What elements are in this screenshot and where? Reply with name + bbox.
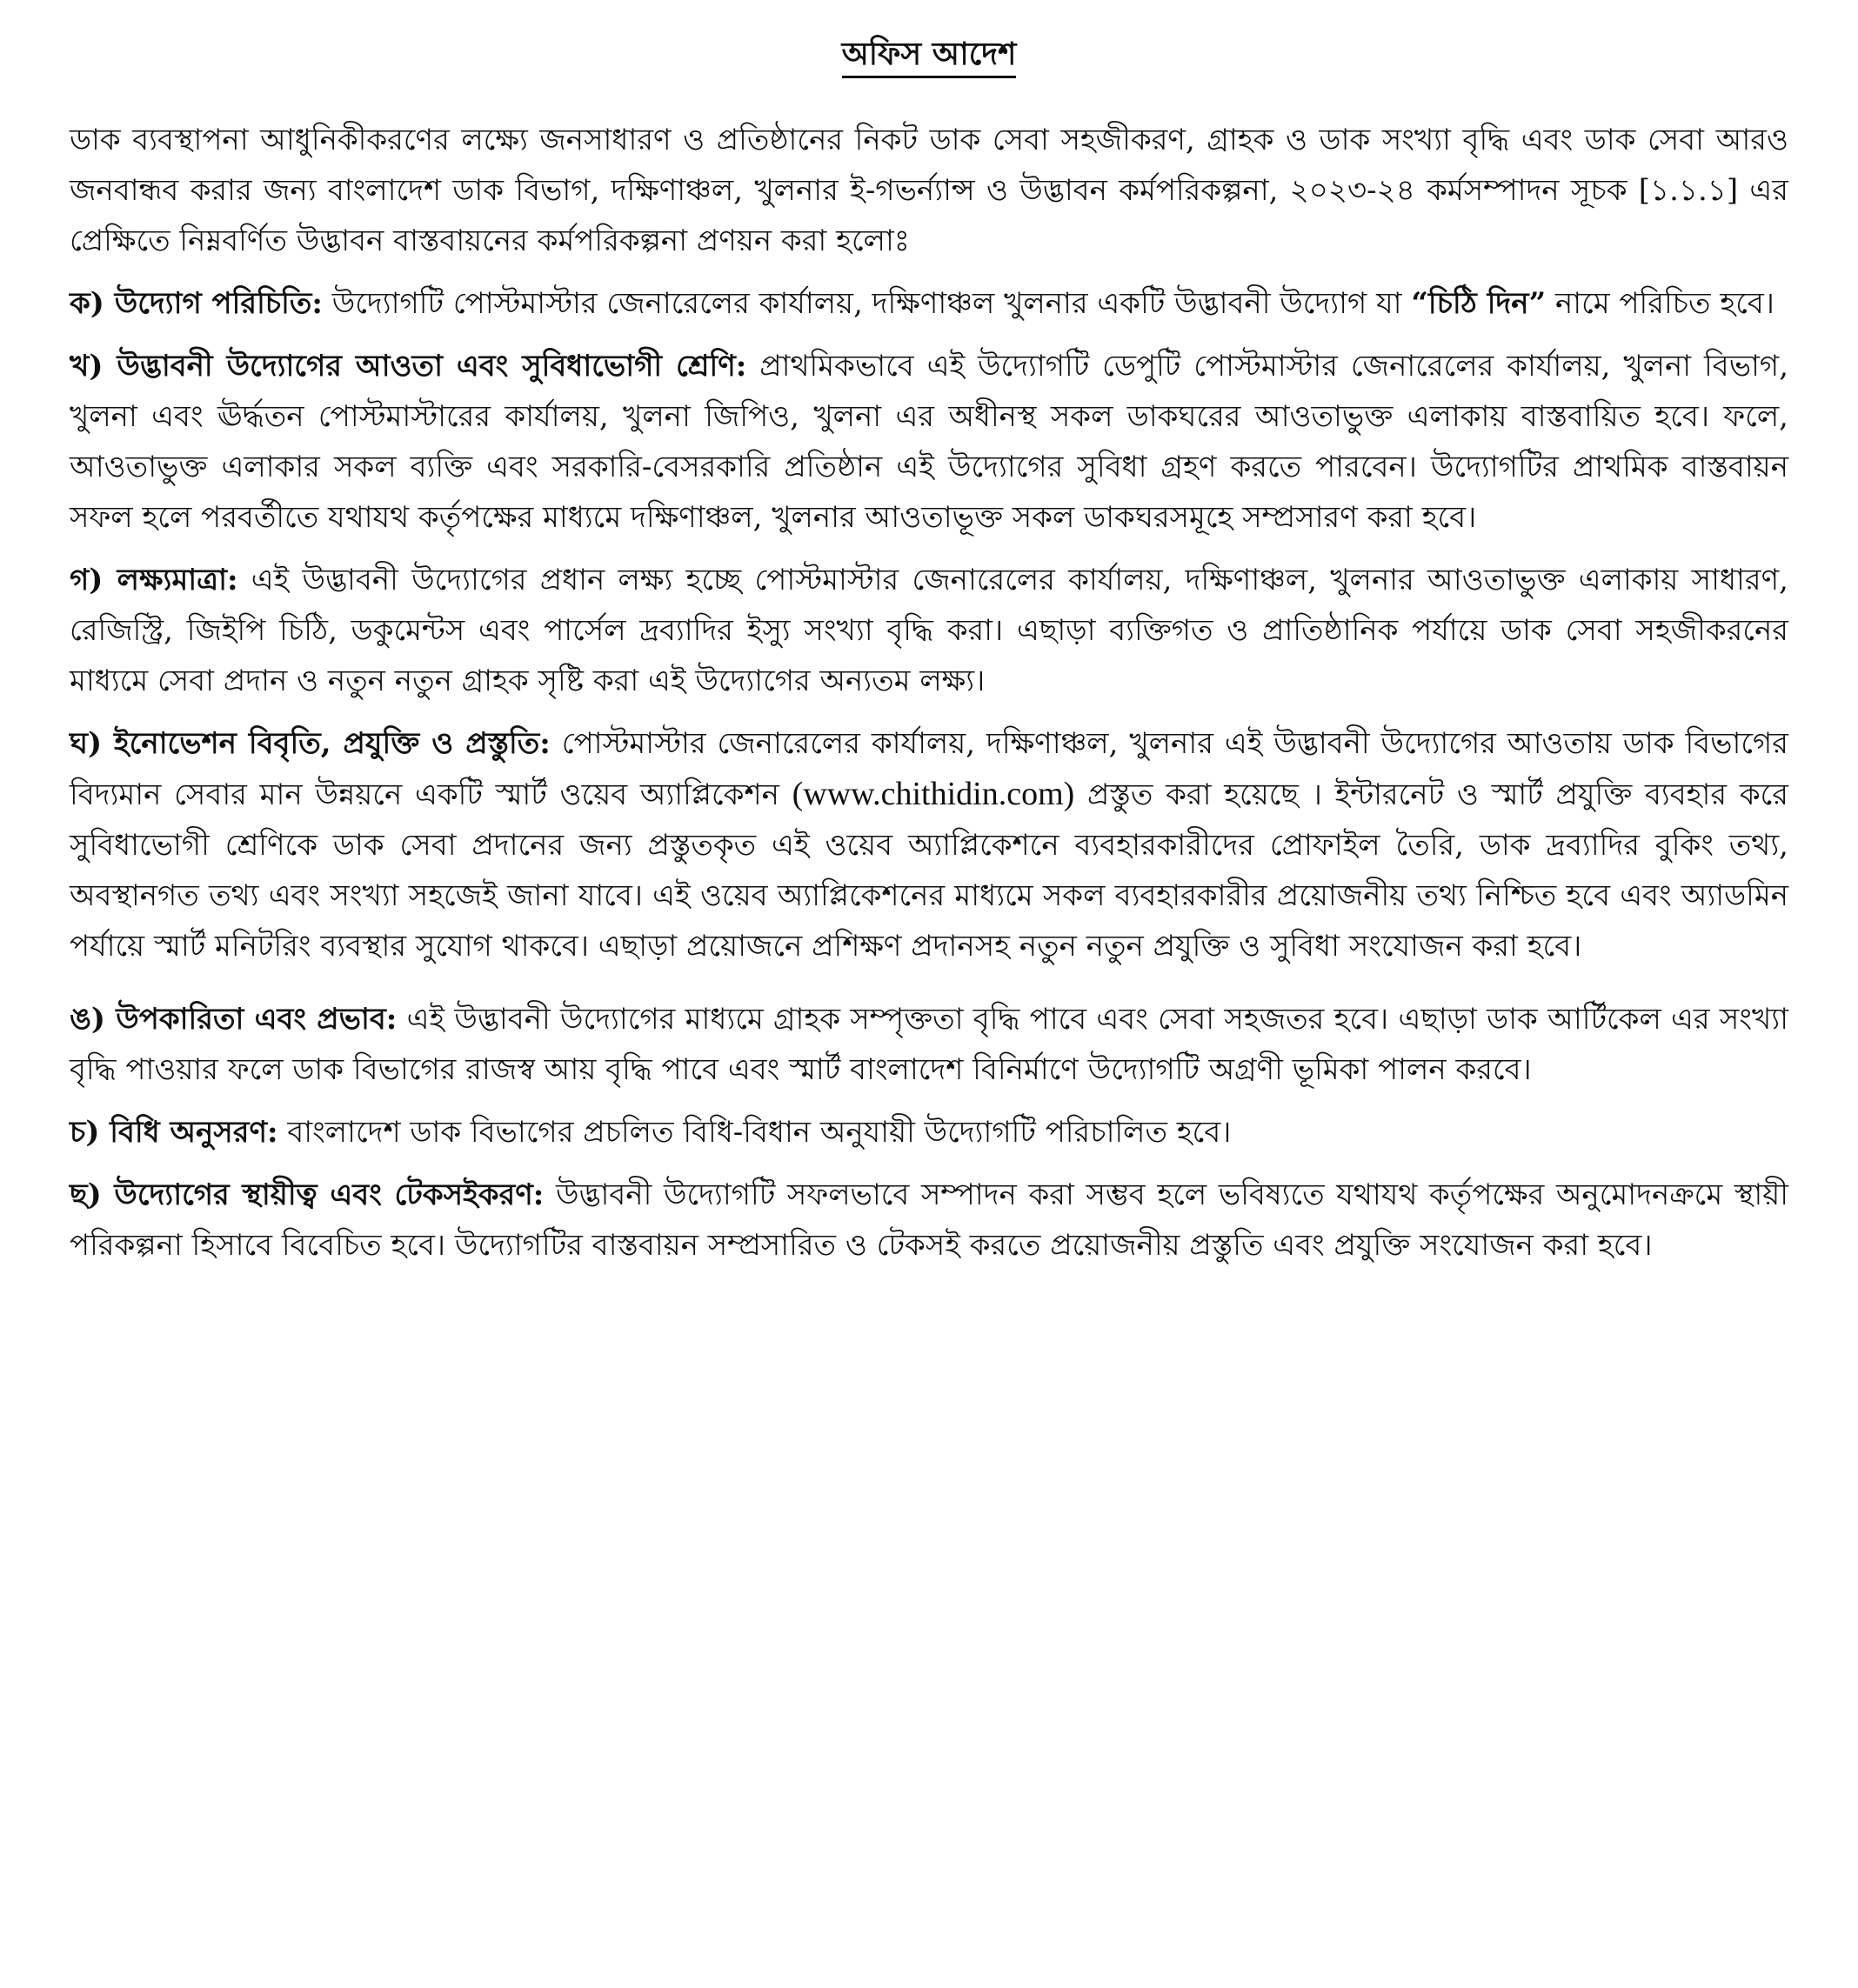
- section-ga-text: এই উদ্ভাবনী উদ্যোগের প্রধান লক্ষ্য হচ্ছে পোস্টমাস্টার জেনারেলের কার্যালয়, দক্ষিণাঞ্চল, খুলনার আওতাভুক্ত এলাকায় সাধারণ, রেজিস্ট্রি, জিইপি চিঠি, ডকুমেন্টস এবং পার্সেল দ্রব্যাদির ইস্যু সংখ্যা বৃদ্ধি করা। এছাড়া ব্যক্তিগত ও প্রাতিষ্ঠানিক পর্যায়ে ডাক সেবা সহজীকরনের মাধ্যমে সেবা প্রদান ও নতুন নতুন গ্রাহক সৃষ্টি করা এই উদ্যোগের অন্যতম লক্ষ্য।: [70, 563, 1788, 698]
- section-gha-paragraph: [70, 718, 1788, 971]
- section-ga-label: গ) লক্ষ্যমাত্রা:: [70, 563, 238, 597]
- section-chha-text: উদ্ভাবনী উদ্যোগটি সফলভাবে সম্পাদন করা সম্ভব হলে ভবিষ্যতে যথাযথ কর্তৃপক্ষের অনুমোদনক্রমে স্থায়ী পরিকল্পনা হিসাবে বিবেচিত হবে। উদ্যোগটির বাস্তবায়ন সম্প্রসারিত ও টেকসই করতে প্রয়োজনীয় প্রস্তুতি এবং প্রযুক্তি সংযোজন করা হবে।: [70, 1177, 1788, 1263]
- section-kha-text: প্রাথমিকভাবে এই উদ্যোগটি ডেপুটি পোস্টমাস্টার জেনারেলের কার্যালয়, খুলনা বিভাগ, খুলনা এবং ঊর্দ্ধতন পোস্টমাস্টারের কার্যালয়, খুলনা জিপিও, খুলনা এর অধীনস্থ সকল ডাকঘরের আওতাভুক্ত এলাকায় বাস্তবায়িত হবে। ফলে, আওতাভুক্ত এলাকার সকল ব্যক্তি এবং সরকারি-বেসরকারি প্রতিষ্ঠান এই উদ্যোগের সুবিধা গ্রহণ করতে পারবেন। উদ্যোগটির প্রাথমিক বাস্তবায়ন সফল হলে পরবর্তীতে যথাযথ কর্তৃপক্ষের মাধ্যমে দক্ষিণাঞ্চল, খুলনার আওতাভূক্ত সকল ডাকঘরসমূহে সম্প্রসারণ করা হবে।: [70, 349, 1788, 535]
- section-ka-text-before: উদ্যোগটি পোস্টমাস্টার জেনারেলের কার্যালয়, দক্ষিণাঞ্চল খুলনার একটি উদ্ভাবনী উদ্যোগ যা: [322, 286, 1412, 321]
- office-order-document: [70, 35, 1788, 1965]
- section-chha-label: ছ) উদ্যোগের স্থায়ীত্ব এবং টেকসইকরণ:: [70, 1177, 545, 1212]
- section-chha-paragraph: [70, 1170, 1788, 1271]
- document-title: [70, 35, 1788, 73]
- section-gha-text-before: পোস্টমাস্টার জেনারেলের কার্যালয়, দক্ষিণাঞ্চল, খুলনার এই উদ্ভাবনী উদ্যোগের আওতায় ডাক বিভাগের বিদ্যমান সেবার মান উন্নয়নে একটি স্মার্ট ওয়েব অ্যাপ্লিকেশন: [70, 726, 1788, 812]
- section-ka-text-after: নামে পরিচিত হবে।: [1546, 286, 1774, 321]
- section-uma-label: ঙ) উপকারিতা এবং প্রভাব:: [70, 1002, 398, 1037]
- document-title-text: অফিস আদেশ: [842, 36, 1017, 78]
- section-gha-text-after: প্রস্তুত করা হয়েছে । ইন্টারনেট ও স্মার্ট প্রযুক্তি ব্যবহার করে সুবিধাভোগী শ্রেণিকে ডাক সেবা প্রদানের জন্য প্রস্তুতকৃত এই ওয়েব অ্যাপ্লিকেশনে ব্যবহারকারীদের প্রোফাইল তৈরি, ডাক দ্রব্যাদির বুকিং তথ্য, অবস্থানগত তথ্য এবং সংখ্যা সহজেই জানা যাবে। এই ওয়েব অ্যাপ্লিকেশনের মাধ্যমে সকল ব্যবহারকারীর প্রয়োজনীয় তথ্য নিশ্চিত হবে এবং অ্যাডমিন পর্যায়ে স্মার্ট মনিটরিং ব্যবস্থার সুযোগ থাকবে। এছাড়া প্রয়োজনে প্রশিক্ষণ প্রদানসহ নতুন নতুন প্রযুক্তি ও সুবিধা সংযোজন করা হবে।: [70, 777, 1788, 964]
- section-gha-url: (www.chithidin.com): [792, 776, 1075, 812]
- section-gha-label: ঘ) ইনোভেশন বিবৃতি, প্রযুক্তি ও প্রস্তুতি:: [70, 726, 551, 761]
- section-kha-label: খ) উদ্ভাবনী উদ্যোগের আওতা এবং সুবিধাভোগী শ্রেণি:: [70, 349, 747, 384]
- intro-paragraph: ডাক ব্যবস্থাপনা আধুনিকীকরণের লক্ষ্যে জনসাধারণ ও প্রতিষ্ঠানের নিকট ডাক সেবা সহজীকরণ, গ্রাহক ও ডাক সংখ্যা বৃদ্ধি এবং ডাক সেবা আরও জনবান্ধব করার জন্য বাংলাদেশ ডাক বিভাগ, দক্ষিণাঞ্চল, খুলনার ই-গভর্ন্যান্স ও উদ্ভাবন কর্মপরিকল্পনা, ২০২৩-২৪ কর্মসম্পাদন সূচক [১.১.১] এর প্রেক্ষিতে নিম্নবর্ণিত উদ্ভাবন বাস্তবায়নের কর্মপরিকল্পনা প্রণয়ন করা হলোঃ: [70, 123, 1788, 258]
- section-ga-paragraph: [70, 555, 1788, 706]
- section-cha-text: বাংলাদেশ ডাক বিভাগের প্রচলিত বিধি-বিধান অনুযায়ী উদ্যোগটি পরিচালিত হবে।: [277, 1115, 1232, 1150]
- section-ka-label: ক) উদ্যোগ পরিচিতি:: [70, 286, 323, 321]
- section-ka-paragraph: [70, 278, 1788, 329]
- section-cha-paragraph: [70, 1107, 1788, 1157]
- section-cha-label: চ) বিধি অনুসরণ:: [70, 1115, 278, 1150]
- section-ka-highlight: “চিঠি দিন”: [1411, 286, 1547, 321]
- section-kha-paragraph: [70, 341, 1788, 543]
- section-uma-paragraph: [70, 994, 1788, 1095]
- section-uma-text: এই উদ্ভাবনী উদ্যোগের মাধ্যমে গ্রাহক সম্পৃক্ততা বৃদ্ধি পাবে এবং সেবা সহজতর হবে। এছাড়া ডাক আর্টিকেল এর সংখ্যা বৃদ্ধি পাওয়ার ফলে ডাক বিভাগের রাজস্ব আয় বৃদ্ধি পাবে এবং স্মার্ট বাংলাদেশ বিনির্মাণে উদ্যোগটি অগ্রণী ভূমিকা পালন করবে।: [70, 1002, 1788, 1087]
